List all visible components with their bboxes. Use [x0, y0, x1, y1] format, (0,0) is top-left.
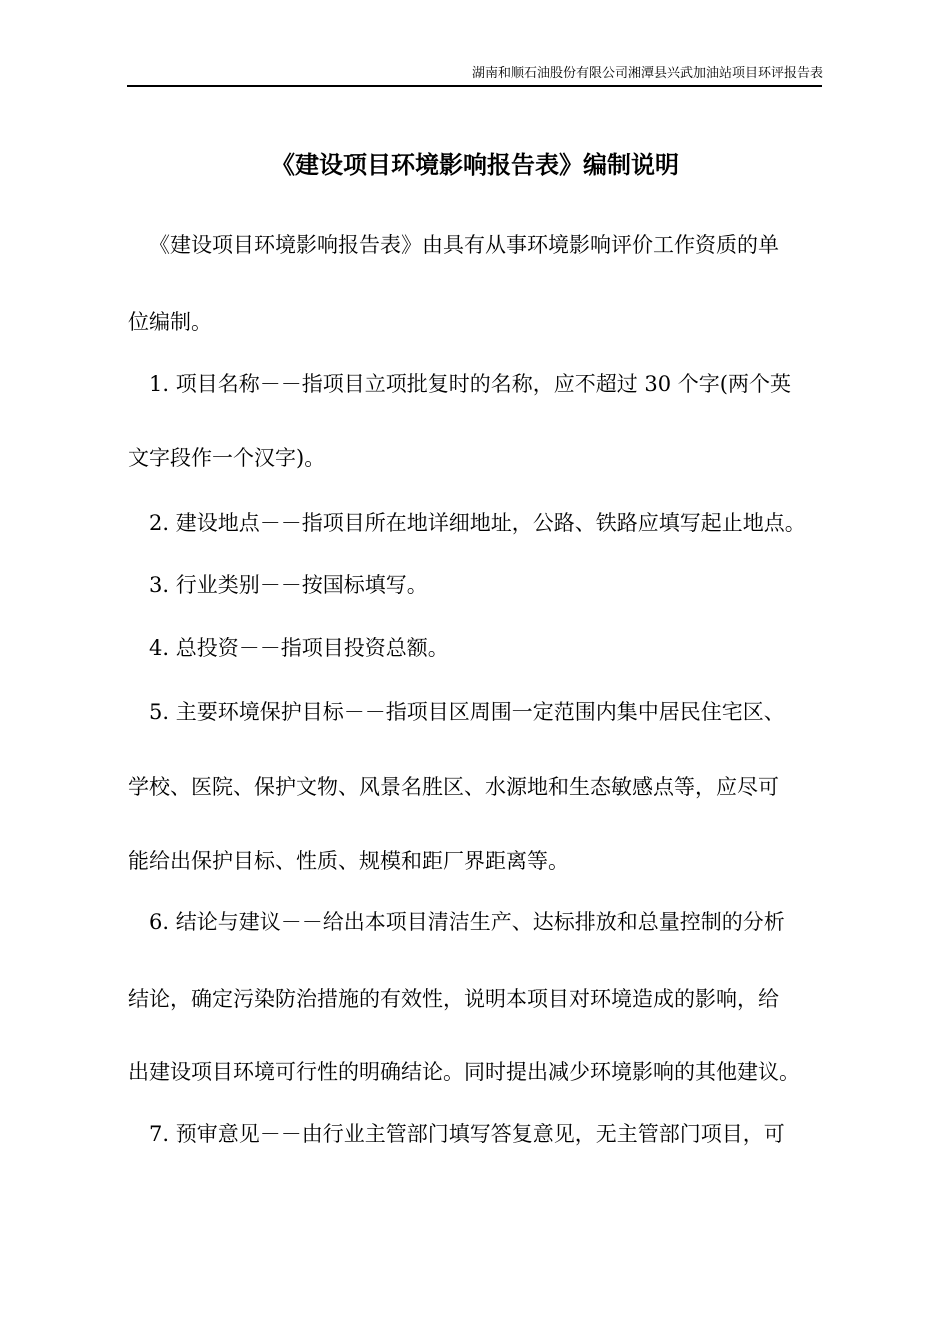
header-rule — [127, 85, 822, 87]
item-6-line-2: 结论，确定污染防治措施的有效性，说明本项目对环境造成的影响，给 — [128, 987, 779, 1011]
item-5-line-2: 学校、医院、保护文物、风景名胜区、水源地和生态敏感点等，应尽可 — [128, 775, 779, 799]
item-4-line-1: 4. 总投资－－指项目投资总额。 — [149, 636, 449, 660]
item-7-line-1: 7. 预审意见－－由行业主管部门填写答复意见，无主管部门项目，可 — [149, 1122, 785, 1146]
item-6-line-1: 6. 结论与建议－－给出本项目清洁生产、达标排放和总量控制的分析 — [149, 910, 785, 934]
item-5-line-3: 能给出保护目标、性质、规模和距厂界距离等。 — [128, 849, 569, 873]
item-1-line-2: 文字段作一个汉字)。 — [128, 446, 326, 470]
intro-line-1: 《建设项目环境影响报告表》由具有从事环境影响评价工作资质的单 — [149, 233, 779, 257]
running-header: 湖南和顺石油股份有限公司湘潭县兴武加油站项目环评报告表 — [471, 66, 823, 81]
document-title: 《建设项目环境影响报告表》编制说明 — [271, 150, 679, 179]
intro-line-2: 位编制。 — [128, 310, 212, 334]
item-2-line-1: 2. 建设地点－－指项目所在地详细地址，公路、铁路应填写起止地点。 — [149, 511, 806, 535]
item-6-line-3: 出建设项目环境可行性的明确结论。同时提出减少环境影响的其他建议。 — [128, 1060, 800, 1084]
item-1-line-1: 1. 项目名称－－指项目立项批复时的名称，应不超过 30 个字(两个英 — [149, 372, 791, 396]
item-3-line-1: 3. 行业类别－－按国标填写。 — [149, 573, 428, 597]
item-5-line-1: 5. 主要环境保护目标－－指项目区周围一定范围内集中居民住宅区、 — [149, 700, 785, 724]
